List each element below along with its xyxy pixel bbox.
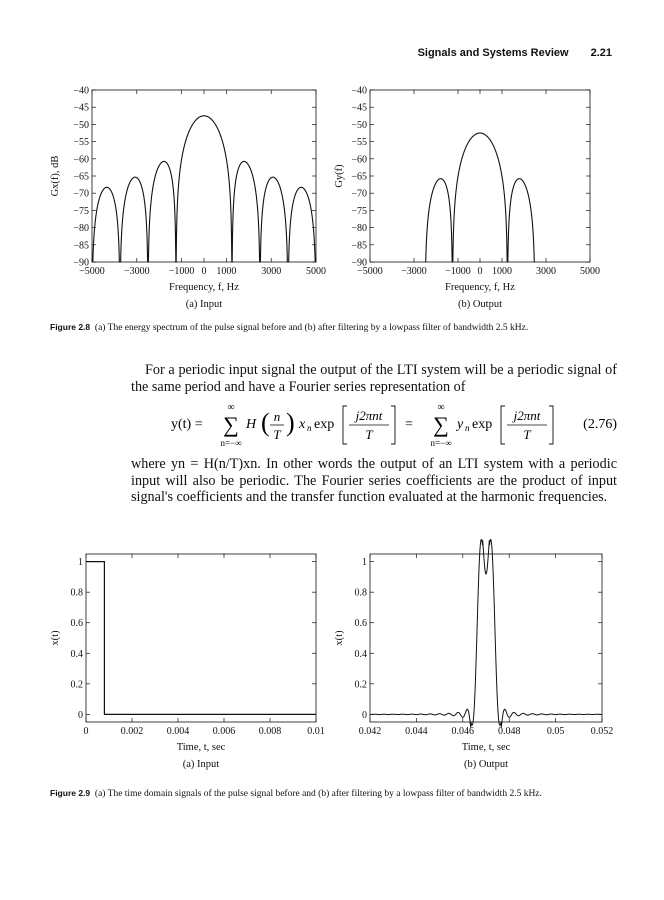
figure-2-8a-chart: [46, 82, 336, 322]
eq-h: H: [246, 417, 257, 432]
x-tick-label: 0.046: [451, 726, 475, 737]
y-tick-label: 0: [78, 709, 83, 721]
x-tick-label: −3000: [401, 266, 427, 277]
y-axis-label: x(t): [334, 630, 345, 646]
x-tick-label: 0.004: [166, 726, 190, 737]
eq-sum2-icon: ∑: [433, 412, 449, 437]
y-tick-label: −80: [73, 223, 89, 235]
x-tick-label: 0.002: [120, 726, 144, 737]
y-tick-label: −75: [73, 205, 89, 217]
y-tick-label: −70: [73, 188, 89, 200]
figure-2-8-caption: [50, 322, 617, 334]
eq-exp2-den: T: [523, 427, 531, 442]
x-tick-label: −5000: [79, 266, 105, 277]
eq-exp2-num: j2πnt: [513, 408, 541, 423]
figure-2-8-caption-text: (a) The energy spectrum of the pulse signal before and (b) after filtering by a lowpass filter of bandwidth 2.5 kHz.: [94, 323, 529, 333]
y-tick-label: −85: [351, 240, 367, 252]
eq-exp1-den: T: [365, 427, 373, 442]
eq-sum1-top: ∞: [227, 402, 235, 413]
y-tick-label: −90: [351, 257, 367, 269]
y-tick-label: 0.4: [70, 648, 83, 660]
running-header: [418, 47, 612, 59]
x-axis-label: Frequency, f, Hz: [169, 282, 239, 293]
y-tick-label: 0.8: [70, 587, 83, 599]
x-tick-label: 1000: [216, 266, 237, 277]
plot-frame: [370, 90, 590, 262]
x-tick-label: 0: [83, 726, 89, 737]
x-tick-label: 0.048: [497, 726, 521, 737]
y-tick-label: −45: [351, 102, 367, 114]
y-axis-label: x(t): [50, 630, 61, 646]
y-tick-label: 1: [78, 557, 83, 569]
subfigure-label: (a) Input: [182, 759, 220, 770]
header-title: Signals and Systems Review: [417, 47, 569, 59]
figure-2-9-caption-text: (a) The time domain signals of the pulse signal before and (b) after filtering by a lowpass filter of bandwidth 2.5 kHz.: [94, 789, 542, 799]
x-tick-label: 0.006: [212, 726, 236, 737]
eq-xn-sub: n: [307, 423, 312, 433]
y-axis-label: Gy(f): [334, 164, 345, 188]
eq-equals: =: [405, 417, 413, 432]
y-tick-label: −75: [351, 205, 367, 217]
y-tick-label: −60: [351, 154, 367, 166]
y-tick-label: −45: [73, 102, 89, 114]
figure-2-9-label: Figure 2.9: [50, 788, 91, 798]
y-tick-label: −40: [73, 85, 89, 97]
y-axis-label: Gx(f), dB: [50, 155, 61, 197]
figure-2-8-label: Figure 2.8: [50, 322, 91, 332]
x-tick-label: 5000: [306, 266, 326, 277]
x-tick-label: 0.008: [258, 726, 282, 737]
x-axis-label: Frequency, f, Hz: [445, 282, 515, 293]
figure-2-9a-chart: [46, 538, 336, 784]
plot-frame: [370, 554, 602, 722]
y-tick-label: 0.8: [354, 587, 367, 599]
y-tick-label: 0.2: [70, 679, 83, 691]
y-tick-label: 0: [362, 709, 367, 721]
y-tick-label: −65: [73, 171, 89, 183]
y-tick-label: −85: [73, 240, 89, 252]
eq-frac-num: n: [273, 409, 281, 424]
equation-2-76: [131, 400, 617, 450]
eq-frac-den: T: [273, 427, 281, 442]
eq-paren-right: ): [286, 408, 295, 437]
eq-exp2: exp: [472, 417, 493, 432]
x-tick-label: 0.042: [358, 726, 382, 737]
x-tick-label: 0.044: [405, 726, 428, 737]
x-tick-label: 5000: [580, 266, 600, 277]
subfigure-label: (b) Output: [463, 759, 509, 770]
eq-exp1: exp: [314, 417, 335, 432]
spectrum-line: [92, 116, 316, 262]
y-tick-label: 1: [362, 557, 367, 569]
y-tick-label: 0.4: [354, 648, 367, 660]
y-tick-label: 0.6: [354, 618, 367, 630]
y-tick-label: −55: [351, 137, 367, 149]
eq-sum1-bottom: n=−∞: [220, 438, 242, 448]
x-tick-label: −1000: [445, 266, 471, 277]
eq-number: (2.76): [583, 417, 617, 432]
eq-paren-left: (: [261, 408, 270, 437]
x-tick-label: −1000: [168, 266, 195, 277]
y-tick-label: −40: [351, 85, 367, 97]
x-tick-label: −5000: [357, 266, 383, 277]
subfigure-label: (b) Output: [457, 299, 503, 310]
x-tick-label: 3000: [536, 266, 556, 277]
x-tick-label: 0: [201, 266, 207, 277]
y-tick-label: −50: [351, 119, 367, 131]
eq-yn: y: [457, 417, 464, 432]
paragraph-1: For a periodic input signal the output of the LTI system will be a periodic signal of the same period and have a Fourier series representation of: [131, 362, 617, 395]
x-tick-label: 0: [477, 266, 483, 277]
paragraph-2: where yn = H(n/T)xn. In other words the output of an LTI system with a periodic input will also be periodic. The Fourier series coefficients are the product of input signal's coefficients and the transfer function evaluated at the harmonic frequencies.: [131, 456, 617, 505]
x-tick-label: 1000: [492, 266, 512, 277]
x-tick-label: 0.05: [546, 726, 565, 737]
eq-sum1-icon: ∑: [223, 412, 239, 437]
figure-2-8b-chart: [330, 82, 630, 322]
eq-lhs: y(t) =: [171, 417, 203, 432]
spectrum-line: [425, 133, 535, 262]
eq-exp1-num: j2πnt: [355, 408, 383, 423]
x-tick-label: 3000: [261, 266, 282, 277]
y-tick-label: −60: [73, 154, 89, 166]
x-axis-label: Time, t, sec: [461, 742, 511, 753]
eq-xn: x: [299, 417, 306, 432]
eq-yn-sub: n: [465, 423, 470, 433]
eq-sum2-bottom: n=−∞: [430, 438, 452, 448]
x-tick-label: 0.052: [590, 726, 614, 737]
x-tick-label: −3000: [123, 266, 150, 277]
y-tick-label: −55: [73, 137, 89, 149]
input-pulse-line: [86, 562, 316, 715]
plot-frame: [86, 554, 316, 722]
equation-svg: [131, 400, 617, 450]
y-tick-label: −90: [73, 257, 89, 269]
y-tick-label: −80: [351, 223, 367, 235]
eq-sum2-top: ∞: [437, 402, 445, 413]
y-tick-label: 0.2: [354, 679, 367, 691]
y-tick-label: −70: [351, 188, 367, 200]
figure-2-9-caption: [50, 788, 617, 800]
subfigure-label: (a) Input: [185, 299, 223, 310]
header-page-number: 2.21: [590, 47, 612, 59]
y-tick-label: −50: [73, 119, 89, 131]
output-pulse-line: [370, 539, 602, 727]
x-axis-label: Time, t, sec: [176, 742, 226, 753]
y-tick-label: 0.6: [70, 618, 83, 630]
x-tick-label: 0.01: [307, 726, 325, 737]
figure-2-9b-chart: [330, 538, 630, 784]
y-tick-label: −65: [351, 171, 367, 183]
